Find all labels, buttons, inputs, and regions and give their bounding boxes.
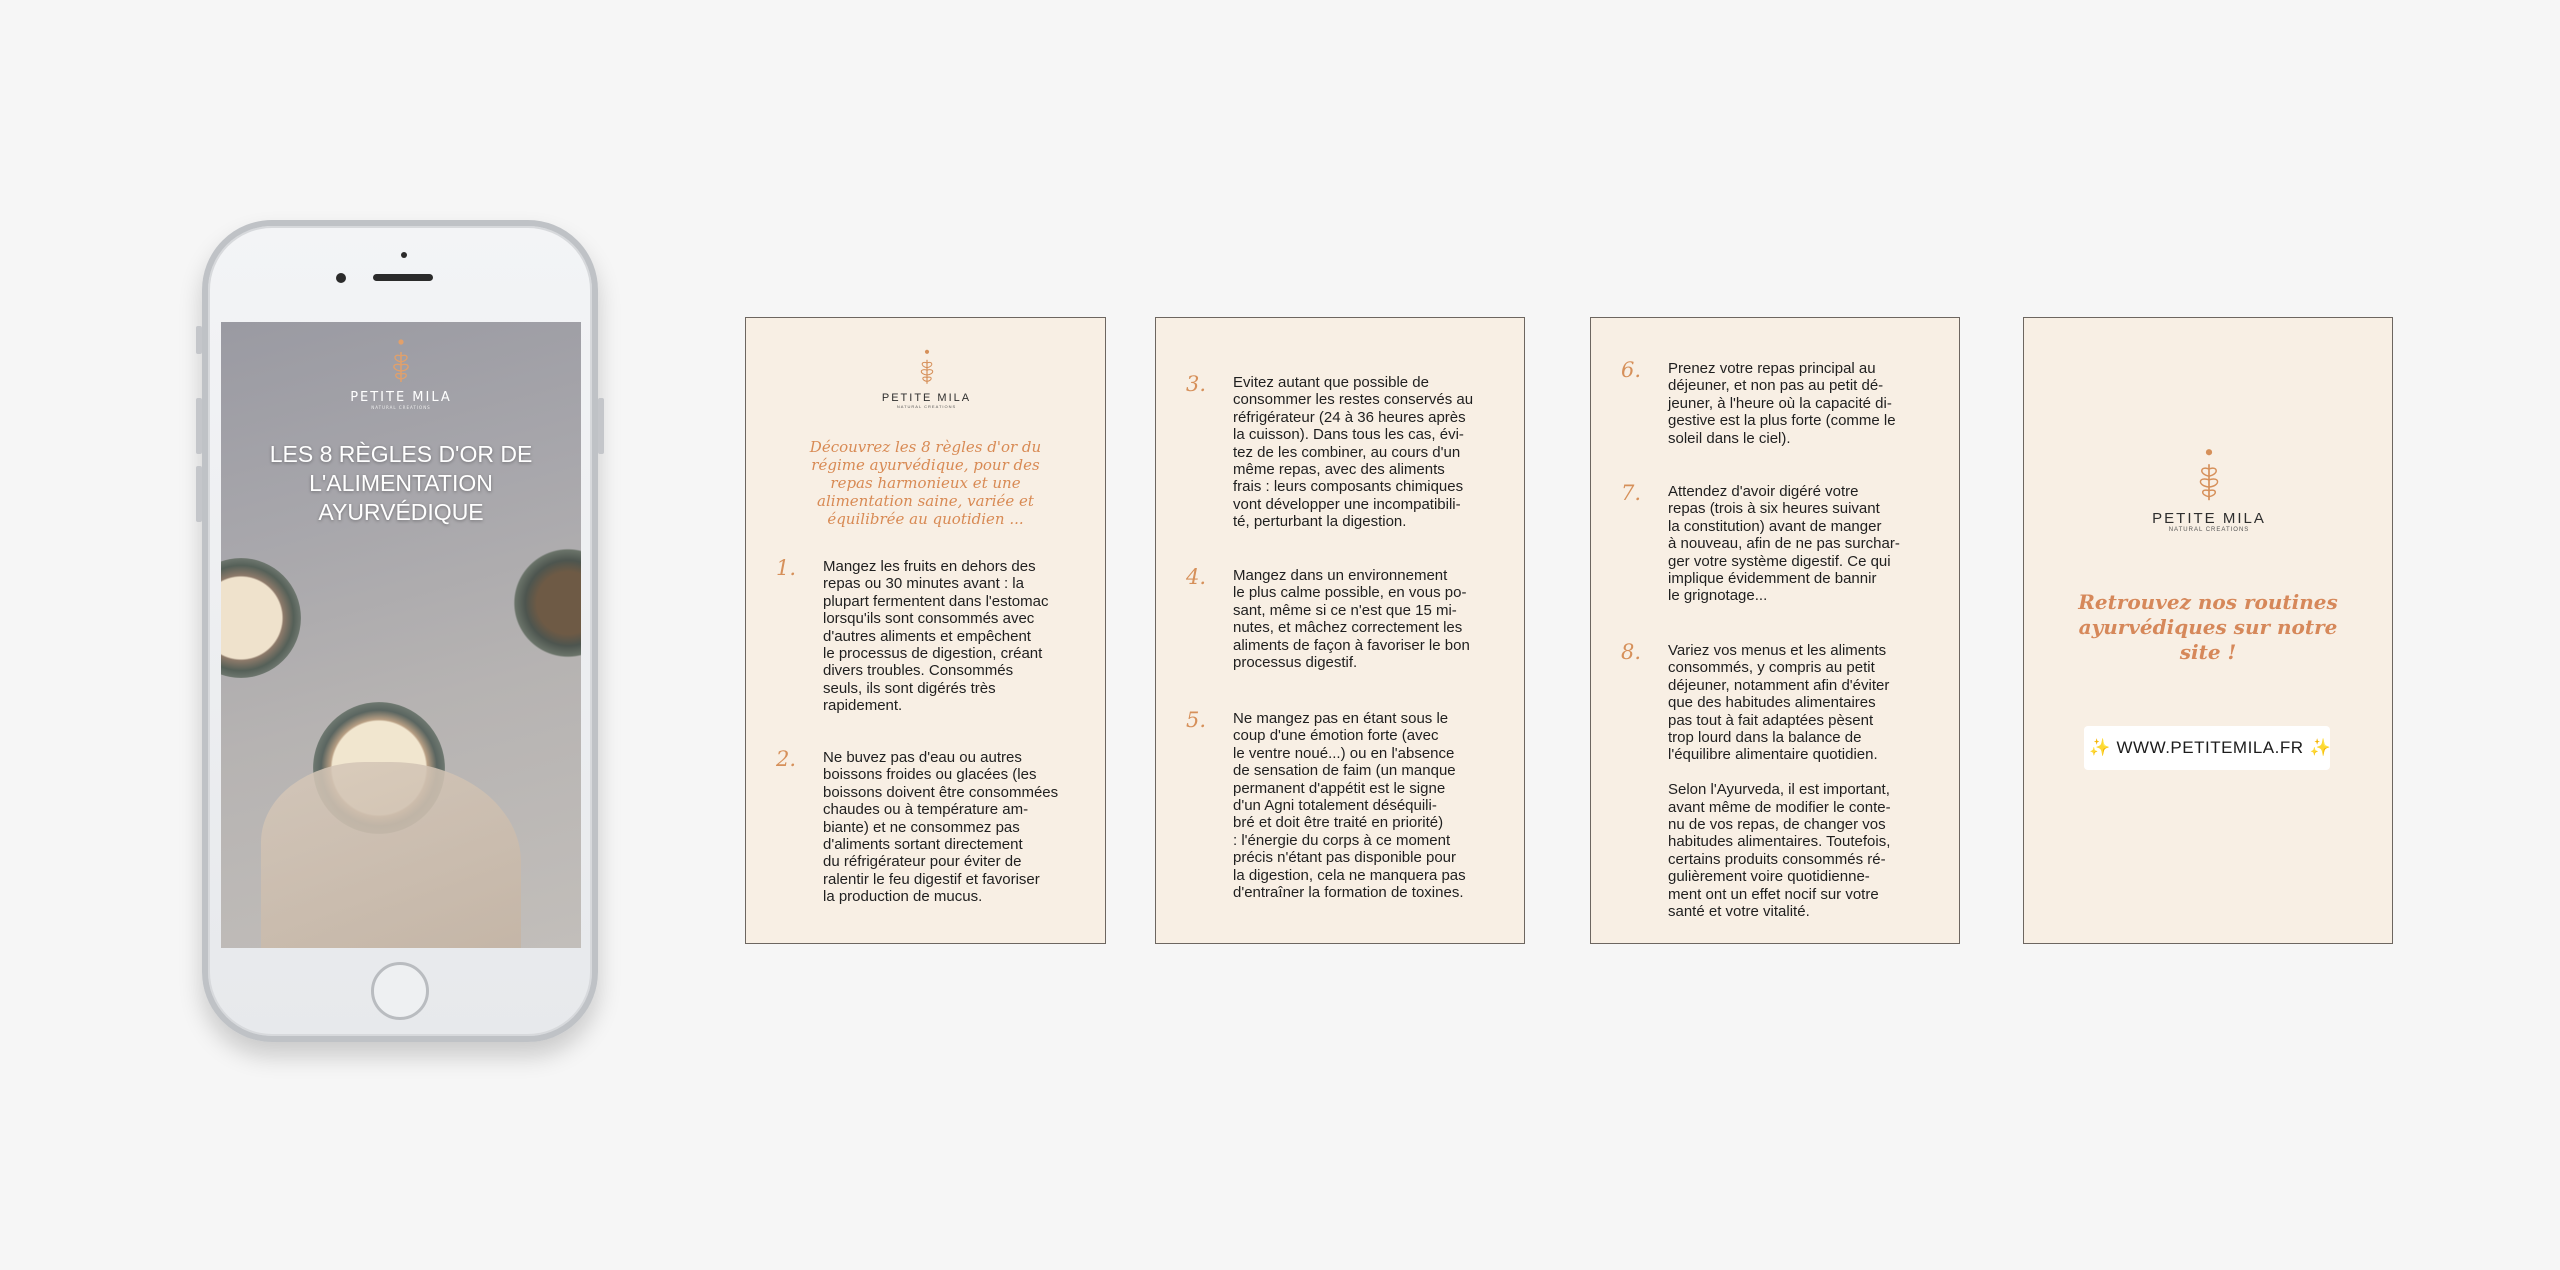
phone-screen (221, 322, 581, 948)
card-rules-intro (745, 317, 1106, 944)
rule-number: 2. (776, 747, 797, 771)
phone-silent-switch (196, 326, 202, 354)
card-rules-3-5 (1155, 317, 1525, 944)
rule-text: Attendez d'avoir digéré votre repas (trois à six heures suivant la constitution) avant de manger à nouveau, afin de ne pas surchar- ger votre système digestif. Ce qui implique évidemment de bannir le grignotage... (1668, 483, 1900, 605)
card-brand-name: PETITE MILA (2152, 510, 2266, 527)
linen-cloth (261, 762, 521, 948)
rule-number: 7. (1621, 481, 1642, 505)
phone-speaker (373, 274, 433, 281)
rule-text: Evitez autant que possible de consommer les restes conservés au réfrigérateur (24 à 36 heures après la cuisson). Dans tous les cas, évi- tez de les combiner, au cours d'un même repas, avec des aliments frais : leurs composants chimiques vont développer une incompatibili- té, perturbant la digestion. (1233, 374, 1474, 531)
phone-camera (336, 273, 346, 283)
sparkles-icon: ✨ (2089, 738, 2111, 758)
rule-text: Ne mangez pas en étant sous le coup d'une émotion forte (avec le ventre noué...) ou en l'absence de sensation de faim (un manque permanent d'appétit est le signe d'un Agni totalement déséquili- bré et doit être traité en priorité) : l'énergie du corps à ce moment précis n'étant pas disponible pour la digestion, cela ne manquera pas d'entraîner la formation de toxines. (1233, 710, 1466, 902)
rule-number: 4. (1186, 565, 1207, 589)
leaf-logo-icon (2191, 444, 2227, 506)
phone-volume-down (196, 466, 202, 522)
website-link-button[interactable] (2084, 726, 2330, 770)
rule-text: Mangez les fruits en dehors des repas ou 30 minutes avant : la plupart fermentent dans l'estomac lorsqu'ils sont consommés avec d'autres aliments et empêchent le processus de digestion, créant divers troubles. Consommés seuls, ils sont digérés très rapidement. (823, 558, 1049, 715)
cta-text: Retrouvez nos routines ayurvédiques sur notre site ! (2078, 590, 2338, 664)
card-intro-text: Découvrez les 8 règles d'or du régime ayurvédique, pour des repas harmonieux et une alimentation saine, variée et équilibrée au quotidien ... (809, 438, 1042, 528)
rule-number: 5. (1186, 708, 1207, 732)
phone-volume-up (196, 398, 202, 454)
phone-home-button[interactable] (371, 962, 429, 1020)
rule-text: Ne buvez pas d'eau ou autres boissons froides ou glacées (les boissons doivent être consommées chaudes ou à température am- biante) et ne consommez pas d'aliments sortant directement du réfrigérateur pour éviter de ralentir le feu digestif et favoriser la production de mucus. (823, 749, 1059, 906)
leaf-logo-icon (915, 346, 939, 388)
rule-text: Mangez dans un environnement le plus calme possible, en vous po- sant, même si ce n'est que 15 mi- nutes, et mâchez correctement les aliments de façon à favoriser le bon processus digestif. (1233, 567, 1470, 672)
card-rules-6-8 (1590, 317, 1960, 944)
rule-number: 8. (1621, 640, 1642, 664)
rule-text: Variez vos menus et les aliments consommés, y compris au petit déjeuner, notamment afin d'éviter que des habitudes alimentaires pas tout à fait adaptées pèsent trop lourd dans la balance de l'équilibre alimentaire quotidien. Selon l'Ayurveda, il est important, avant même de modifier le conte- nu de vos repas, de changer vos habitudes alimentaires. Toutefois, certains produits consommés ré- gulièrement voire quotidienne- ment ont un effet nocif sur votre santé et votre vitalité. (1668, 642, 1891, 921)
card-logo (2024, 444, 2394, 533)
sparkles-icon: ✨ (2309, 738, 2331, 758)
rule-number: 1. (776, 556, 797, 580)
rule-text: Prenez votre repas principal au déjeuner, et non pas au petit dé- jeuner, à l'heure où la capacité di- gestive est la plus forte (comme le soleil dans le ciel). (1668, 360, 1896, 447)
rule-number: 6. (1621, 358, 1642, 382)
bowl-photo (221, 558, 301, 678)
card-brand-subtitle: NATURAL CREATIONS (2168, 527, 2250, 533)
card-website-cta (2023, 317, 2393, 944)
phone-logo (221, 338, 581, 410)
card-logo (746, 346, 1107, 409)
bowl-photo (513, 548, 581, 658)
phone-brand-subtitle: NATURAL CREATIONS (371, 405, 431, 410)
card-brand-subtitle: NATURAL CREATIONS (896, 404, 957, 409)
rule-number: 3. (1186, 372, 1207, 396)
phone-brand-name: PETITE MILA (350, 390, 452, 405)
leaf-logo-icon (386, 338, 416, 384)
phone-mockup (202, 220, 598, 1042)
card-brand-name: PETITE MILA (881, 392, 972, 404)
website-url[interactable]: WWW.PETITEMILA.FR (2116, 738, 2304, 757)
phone-power-button (598, 398, 604, 454)
phone-sensor (401, 252, 407, 258)
phone-title: LES 8 RÈGLES D'OR DE L'ALIMENTATION AYURVÉDIQUE (269, 441, 533, 525)
